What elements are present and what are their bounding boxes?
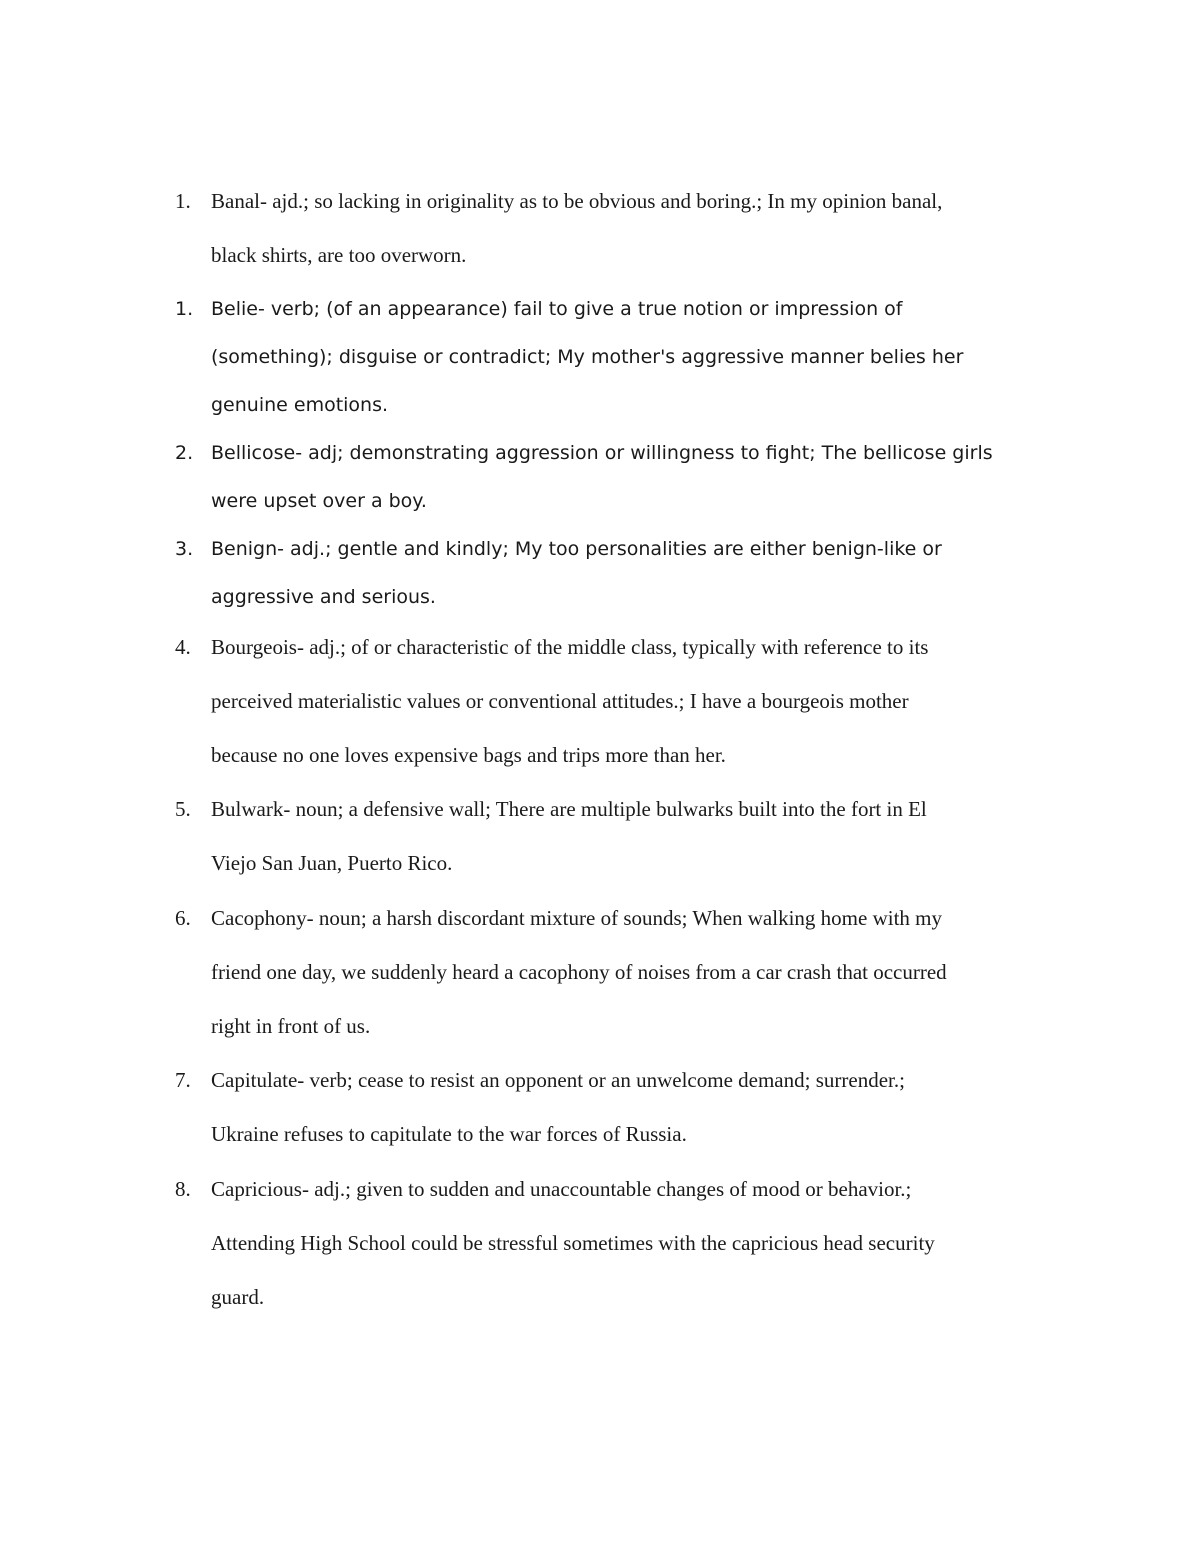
item-text-line: Benign- adj.; gentle and kindly; My too personalities are either benign-like or [211,538,942,560]
item-text-line: Bulwark- noun; a defensive wall; There are multiple bulwarks built into the fort in El [211,797,927,821]
item-text-line: Capricious- adj.; given to sudden and unaccountable changes of mood or behavior.; [211,1177,912,1201]
item-text-line: were upset over a boy. [211,490,427,512]
item-text-line: Belie- verb; (of an appearance) fail to give a true notion or impression of [211,298,903,320]
item-text-line: right in front of us. [211,1014,371,1038]
item-number: 2. [175,442,194,464]
item-text-line: Ukraine refuses to capitulate to the war forces of Russia. [211,1122,687,1146]
item-number: 1. [175,298,194,320]
item-text-line: Cacophony- noun; a harsh discordant mixture of sounds; When walking home with my [211,906,942,930]
item-text-line: genuine emotions. [211,394,389,416]
item-text-line: because no one loves expensive bags and trips more than her. [211,743,726,767]
item-number: 6. [175,906,191,930]
item-text-line: guard. [211,1285,265,1309]
item-number: 7. [175,1068,191,1092]
item-number: 4. [175,635,191,659]
item-text-line: (something); disguise or contradict; My mother's aggressive manner belies her [211,346,964,368]
item-text-line: Bellicose- adj; demonstrating aggression or willingness to fight; The bellicose girls [211,442,993,464]
item-text-line: Bourgeois- adj.; of or characteristic of the middle class, typically with reference to its [211,635,929,659]
item-number: 3. [175,538,194,560]
item-text-line: Attending High School could be stressful sometimes with the capricious head security [211,1231,935,1255]
item-text-line: black shirts, are too overworn. [211,243,467,267]
item-text-line: Banal- ajd.; so lacking in originality as to be obvious and boring.; In my opinion banal, [211,189,943,213]
item-text-line: perceived materialistic values or conventional attitudes.; I have a bourgeois mother [211,689,909,713]
item-number: 5. [175,797,191,821]
item-text-line: aggressive and serious. [211,586,436,608]
item-text-line: Viejo San Juan, Puerto Rico. [211,851,453,875]
item-number: 1. [175,189,191,213]
item-text-line: Capitulate- verb; cease to resist an opponent or an unwelcome demand; surrender.; [211,1068,905,1092]
item-number: 8. [175,1177,191,1201]
item-text-line: friend one day, we suddenly heard a cacophony of noises from a car crash that occurred [211,960,947,984]
